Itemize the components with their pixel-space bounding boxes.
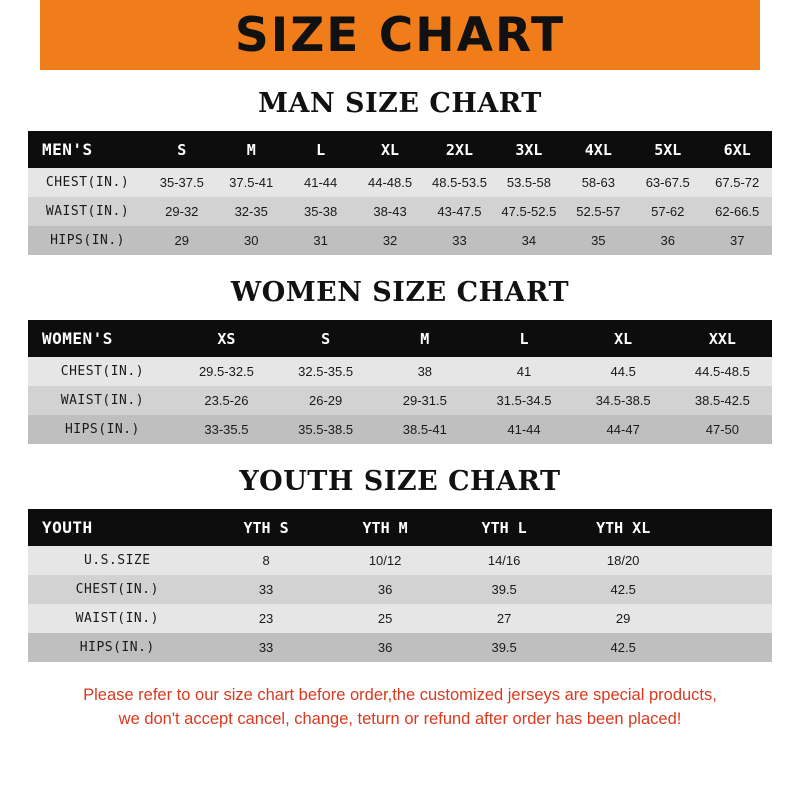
column-header: S (147, 131, 216, 168)
table-cell: 29.5-32.5 (177, 357, 276, 386)
table-cell-spacer (683, 546, 772, 575)
table-cell: 29 (147, 226, 216, 255)
column-header: XXL (673, 320, 772, 357)
column-header: YTH S (207, 509, 326, 546)
column-header: YTH XL (564, 509, 683, 546)
table-cell: 41 (474, 357, 573, 386)
table-cell: 29 (564, 604, 683, 633)
table-cell: 38 (375, 357, 474, 386)
table-cell: 29-32 (147, 197, 216, 226)
row-label: WAIST(IN.) (28, 386, 177, 415)
column-header: MEN'S (28, 131, 147, 168)
column-header: 3XL (494, 131, 563, 168)
row-label: WAIST(IN.) (28, 197, 147, 226)
row-label: CHEST(IN.) (28, 168, 147, 197)
table-cell: 36 (326, 633, 445, 662)
table-cell: 34.5-38.5 (574, 386, 673, 415)
women-section-title: WOMEN SIZE CHART (230, 277, 570, 308)
column-header: YOUTH (28, 509, 207, 546)
table-cell: 37.5-41 (217, 168, 286, 197)
table-cell: 23.5-26 (177, 386, 276, 415)
table-cell: 58-63 (564, 168, 633, 197)
column-header: L (474, 320, 573, 357)
column-header: M (375, 320, 474, 357)
table-cell: 35-37.5 (147, 168, 216, 197)
row-label: HIPS(IN.) (28, 415, 177, 444)
column-header: WOMEN'S (28, 320, 177, 357)
column-header: M (217, 131, 286, 168)
content-area (0, 88, 800, 732)
table-row (28, 357, 772, 386)
table-header-row (28, 320, 772, 357)
table-cell: 35.5-38.5 (276, 415, 375, 444)
table-cell: 32-35 (217, 197, 286, 226)
table-cell: 23 (207, 604, 326, 633)
table-cell: 33 (207, 633, 326, 662)
table-cell: 38.5-42.5 (673, 386, 772, 415)
table-cell: 35 (564, 226, 633, 255)
table-cell: 8 (207, 546, 326, 575)
page-title: SIZE CHART (234, 7, 566, 63)
table-cell: 38.5-41 (375, 415, 474, 444)
table-cell: 27 (445, 604, 564, 633)
table-cell: 43-47.5 (425, 197, 494, 226)
table-cell: 33-35.5 (177, 415, 276, 444)
table-cell: 39.5 (445, 633, 564, 662)
notice-line-2: we don't accept cancel, change, teturn or refund after order has been placed! (118, 709, 682, 728)
table-cell: 52.5-57 (564, 197, 633, 226)
table-cell: 25 (326, 604, 445, 633)
table-row (28, 546, 772, 575)
table-row (28, 575, 772, 604)
column-header: XS (177, 320, 276, 357)
man-size-table (28, 131, 772, 255)
table-row (28, 415, 772, 444)
order-notice (46, 684, 754, 732)
row-label: WAIST(IN.) (28, 604, 207, 633)
table-header-row (28, 131, 772, 168)
row-label: HIPS(IN.) (28, 226, 147, 255)
table-cell: 32.5-35.5 (276, 357, 375, 386)
table-cell: 62-66.5 (702, 197, 772, 226)
column-header: S (276, 320, 375, 357)
column-header: XL (574, 320, 673, 357)
column-header: YTH M (326, 509, 445, 546)
column-header: 2XL (425, 131, 494, 168)
row-label: U.S.SIZE (28, 546, 207, 575)
table-cell: 32 (355, 226, 424, 255)
row-label: CHEST(IN.) (28, 575, 207, 604)
table-cell: 10/12 (326, 546, 445, 575)
youth-section-title: YOUTH SIZE CHART (239, 466, 561, 497)
table-row (28, 226, 772, 255)
table-cell: 34 (494, 226, 563, 255)
table-row (28, 197, 772, 226)
table-cell: 47-50 (673, 415, 772, 444)
table-header-row (28, 509, 772, 546)
table-cell: 47.5-52.5 (494, 197, 563, 226)
women-size-table (28, 320, 772, 444)
table-cell: 67.5-72 (702, 168, 772, 197)
header-band (0, 0, 800, 70)
notice-line-1: Please refer to our size chart before order,the customized jerseys are special products, (83, 686, 717, 704)
youth-size-table (28, 509, 772, 662)
table-cell: 41-44 (286, 168, 355, 197)
table-cell: 35-38 (286, 197, 355, 226)
table-cell: 30 (217, 226, 286, 255)
table-row (28, 386, 772, 415)
table-cell: 31 (286, 226, 355, 255)
table-cell: 33 (207, 575, 326, 604)
row-label: HIPS(IN.) (28, 633, 207, 662)
table-cell: 53.5-58 (494, 168, 563, 197)
table-cell: 38-43 (355, 197, 424, 226)
man-section-title: MAN SIZE CHART (258, 88, 542, 119)
table-row (28, 604, 772, 633)
column-header: L (286, 131, 355, 168)
table-row (28, 633, 772, 662)
table-cell: 36 (326, 575, 445, 604)
table-cell: 63-67.5 (633, 168, 702, 197)
table-cell: 33 (425, 226, 494, 255)
table-cell: 44.5-48.5 (673, 357, 772, 386)
table-cell: 39.5 (445, 575, 564, 604)
table-cell: 26-29 (276, 386, 375, 415)
table-cell: 44-47 (574, 415, 673, 444)
column-header: 6XL (702, 131, 772, 168)
table-cell: 44-48.5 (355, 168, 424, 197)
table-cell: 48.5-53.5 (425, 168, 494, 197)
table-cell: 37 (702, 226, 772, 255)
row-label: CHEST(IN.) (28, 357, 177, 386)
table-cell: 57-62 (633, 197, 702, 226)
table-cell: 29-31.5 (375, 386, 474, 415)
table-cell: 41-44 (474, 415, 573, 444)
table-cell-spacer (683, 575, 772, 604)
table-cell: 42.5 (564, 575, 683, 604)
table-row (28, 168, 772, 197)
column-header: 4XL (564, 131, 633, 168)
column-header-spacer (683, 509, 772, 546)
column-header: 5XL (633, 131, 702, 168)
table-cell-spacer (683, 604, 772, 633)
table-cell: 42.5 (564, 633, 683, 662)
table-cell: 14/16 (445, 546, 564, 575)
table-cell-spacer (683, 633, 772, 662)
column-header: YTH L (445, 509, 564, 546)
table-cell: 44.5 (574, 357, 673, 386)
table-cell: 18/20 (564, 546, 683, 575)
column-header: XL (355, 131, 424, 168)
table-cell: 31.5-34.5 (474, 386, 573, 415)
table-cell: 36 (633, 226, 702, 255)
